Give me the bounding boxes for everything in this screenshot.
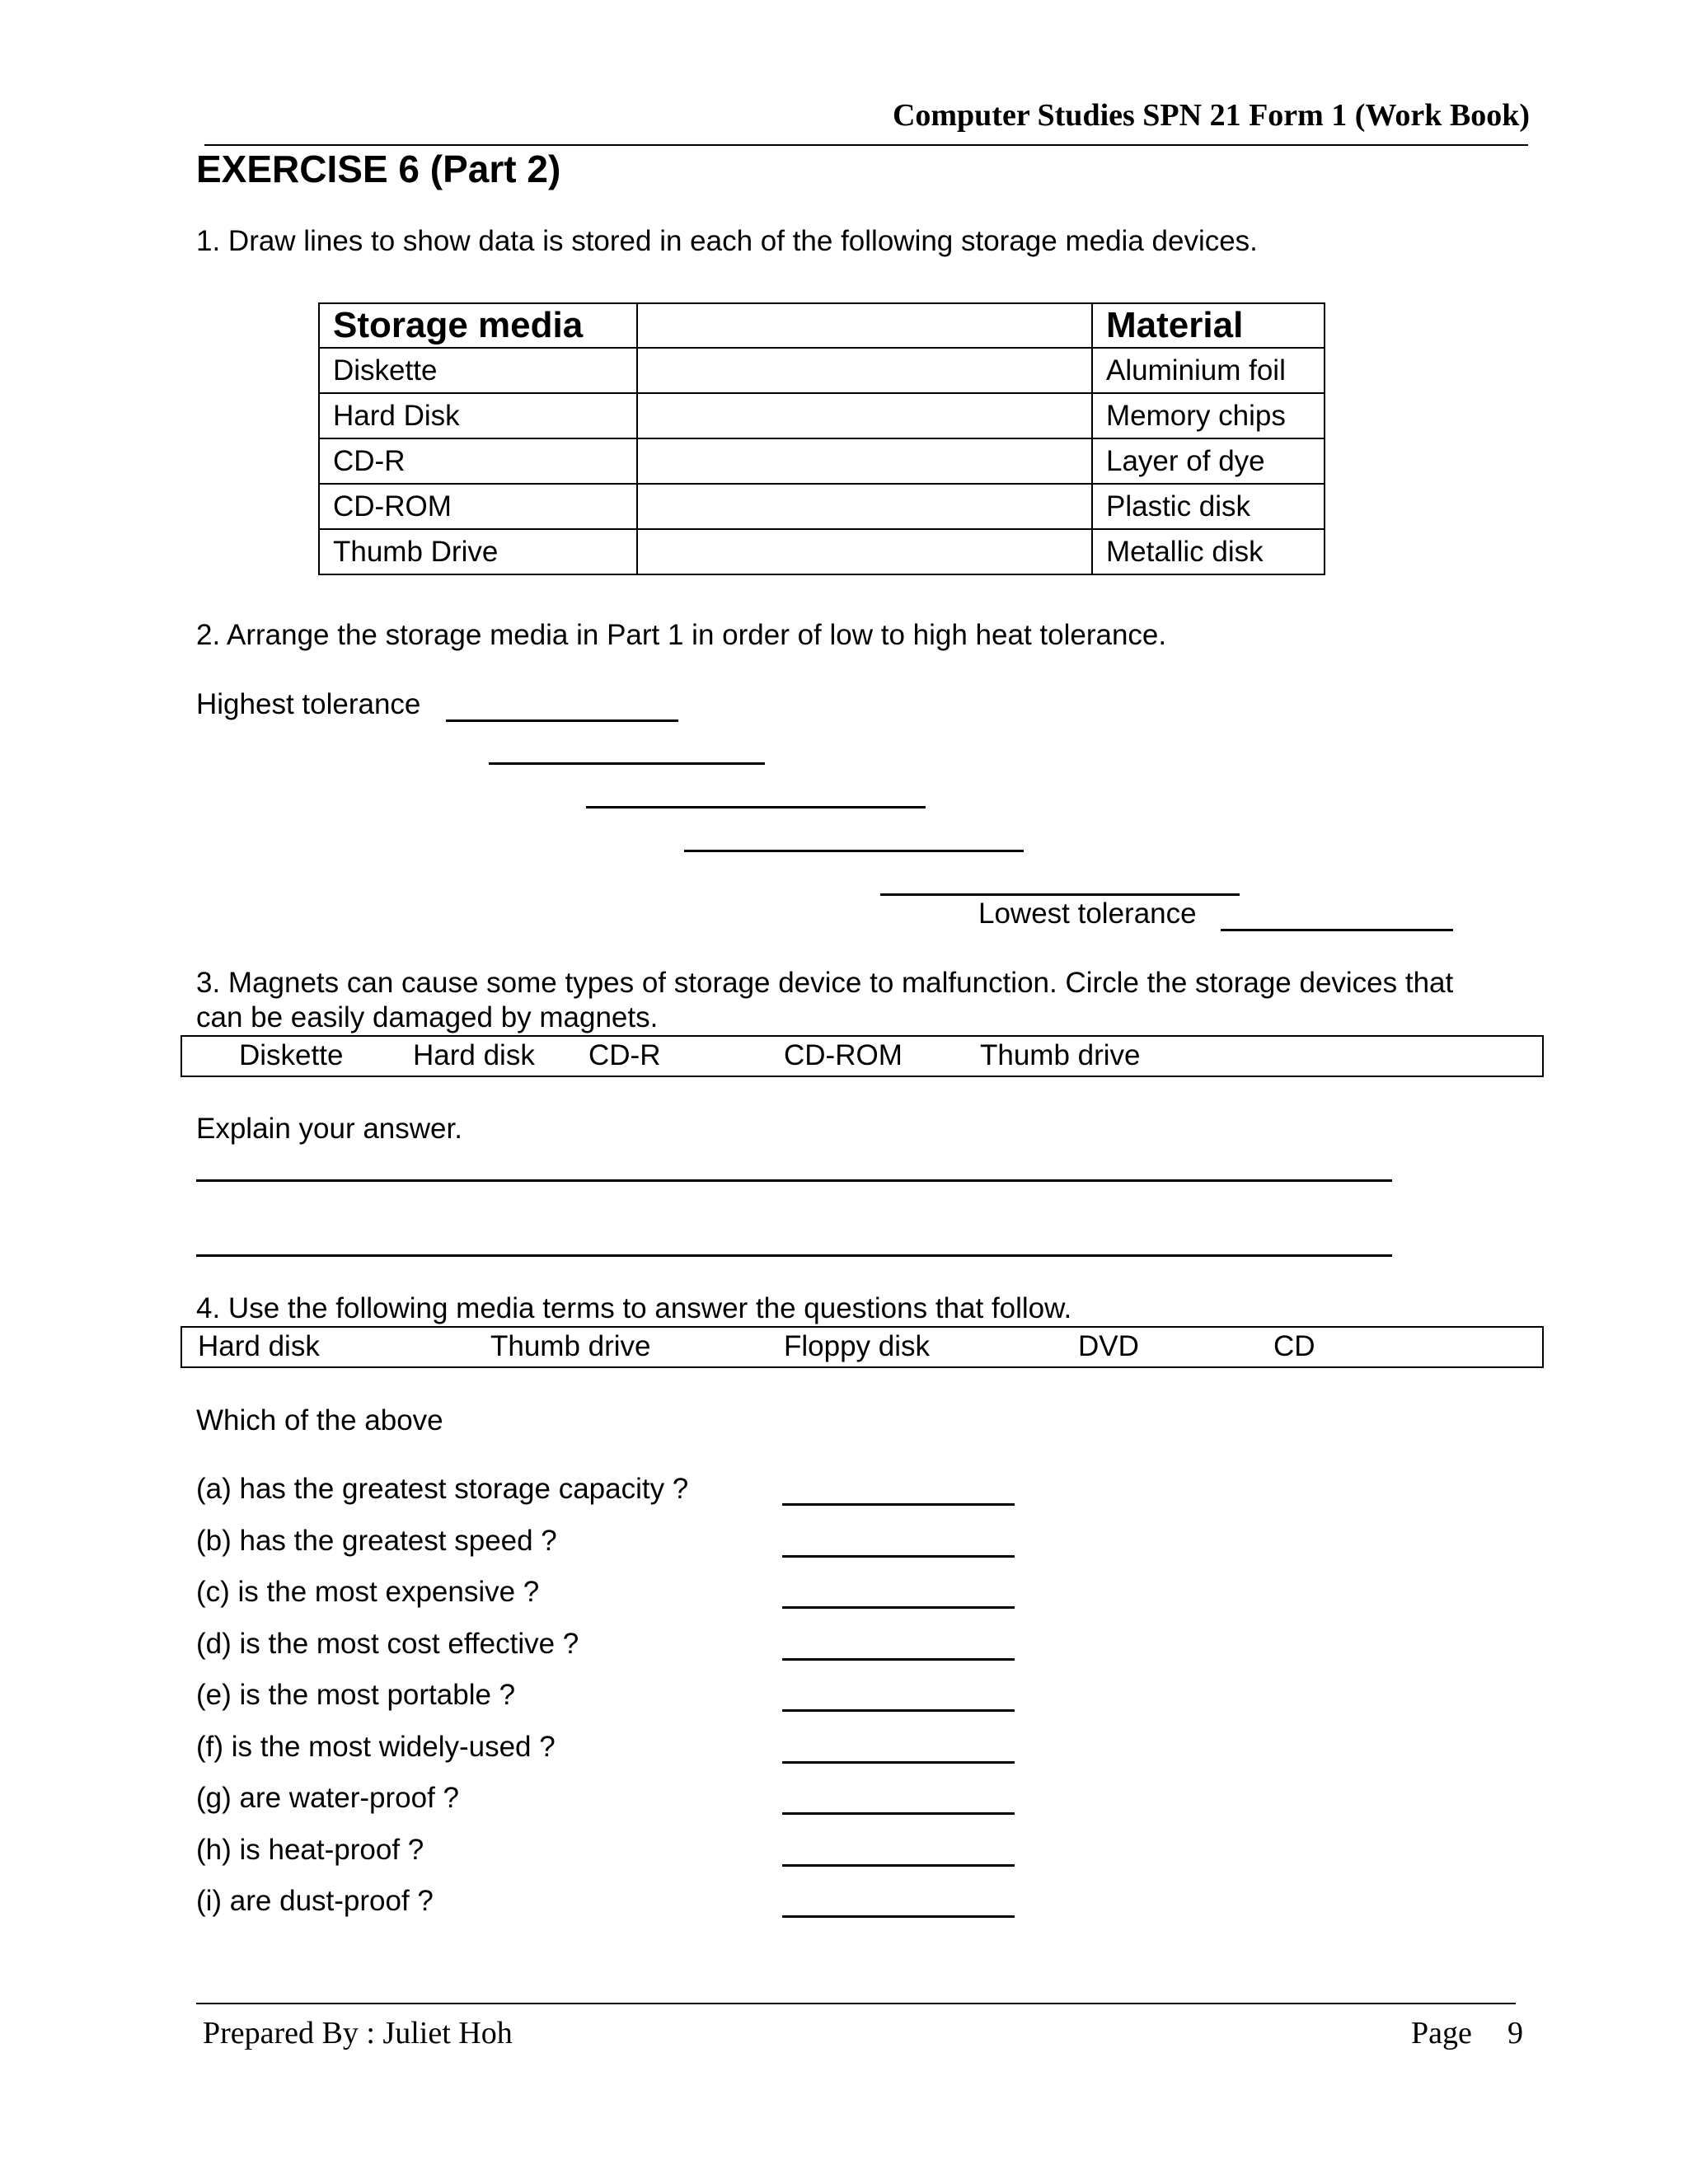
explain-label: Explain your answer.	[196, 1113, 462, 1145]
answer-blank[interactable]	[782, 1812, 1015, 1815]
material-cell: Aluminium foil	[1092, 348, 1325, 393]
material-cell: Plastic disk	[1092, 484, 1325, 529]
media-cell: Hard Disk	[319, 393, 637, 438]
highest-tolerance-label: Highest tolerance	[196, 688, 421, 720]
storage-media-table	[318, 302, 1325, 575]
answer-blank[interactable]	[782, 1503, 1015, 1506]
table-header-row	[319, 303, 1325, 348]
term-thumb-drive: Thumb drive	[490, 1330, 651, 1362]
table-row	[319, 348, 1325, 393]
media-cell: CD-R	[319, 438, 637, 484]
answer-blank[interactable]	[489, 762, 765, 765]
q2-prompt: 2. Arrange the storage media in Part 1 in order of low to high heat tolerance.	[196, 619, 1167, 651]
material-cell: Metallic disk	[1092, 529, 1325, 574]
term-floppy-disk: Floppy disk	[784, 1330, 931, 1362]
answer-blank[interactable]	[782, 1606, 1015, 1609]
media-cell: Thumb Drive	[319, 529, 637, 574]
match-cell[interactable]	[637, 484, 1092, 529]
match-cell[interactable]	[637, 438, 1092, 484]
q1-prompt: 1. Draw lines to show data is stored in each of the following storage media devices.	[196, 225, 1258, 257]
exercise-title: EXERCISE 6 (Part 2)	[196, 148, 561, 190]
header-title: Computer Studies SPN 21 Form 1 (Work Book)	[892, 98, 1530, 133]
material-cell: Memory chips	[1092, 393, 1325, 438]
answer-blank[interactable]	[684, 850, 1024, 852]
media-cell: Diskette	[319, 348, 637, 393]
header-rule	[204, 144, 1528, 146]
option-diskette[interactable]: Diskette	[239, 1039, 344, 1071]
match-cell[interactable]	[637, 393, 1092, 438]
term-hard-disk: Hard disk	[198, 1330, 320, 1362]
blank-header	[637, 303, 1092, 348]
q4-question: (f) is the most widely-used ?	[196, 1731, 556, 1763]
answer-blank[interactable]	[782, 1709, 1015, 1712]
q4-question: (c) is the most expensive ?	[196, 1576, 540, 1608]
q3-prompt-cont: can be easily damaged by magnets.	[196, 1001, 659, 1033]
table-row	[319, 393, 1325, 438]
page-number: 9	[1507, 2016, 1523, 2050]
option-thumb-drive[interactable]: Thumb drive	[980, 1039, 1141, 1071]
answer-blank[interactable]	[880, 893, 1240, 896]
q4-question: (e) is the most portable ?	[196, 1679, 516, 1711]
explain-answer-line[interactable]	[196, 1254, 1392, 1257]
term-dvd: DVD	[1078, 1330, 1139, 1362]
explain-answer-line[interactable]	[196, 1179, 1392, 1182]
footer-rule	[196, 2003, 1516, 2004]
table-row	[319, 529, 1325, 574]
answer-blank[interactable]	[1221, 929, 1453, 931]
q4-question: (b) has the greatest speed ?	[196, 1525, 557, 1557]
material-header: Material	[1092, 303, 1325, 348]
match-cell[interactable]	[637, 348, 1092, 393]
term-cd: CD	[1273, 1330, 1315, 1362]
answer-blank[interactable]	[782, 1761, 1015, 1764]
option-cd-r[interactable]: CD-R	[588, 1039, 661, 1071]
option-hard-disk[interactable]: Hard disk	[413, 1039, 535, 1071]
prepared-by: Prepared By : Juliet Hoh	[203, 2016, 513, 2050]
q4-prompt: 4. Use the following media terms to answer the questions that follow.	[196, 1292, 1072, 1324]
lowest-tolerance-label: Lowest tolerance	[978, 898, 1197, 930]
material-cell: Layer of dye	[1092, 438, 1325, 484]
match-cell[interactable]	[637, 529, 1092, 574]
answer-blank[interactable]	[782, 1658, 1015, 1661]
q4-terms-box	[181, 1326, 1544, 1368]
q4-question: (g) are water-proof ?	[196, 1782, 460, 1814]
storage-media-header: Storage media	[319, 303, 637, 348]
q4-question: (d) is the most cost effective ?	[196, 1628, 579, 1660]
q3-options-box	[181, 1035, 1544, 1077]
table-row	[319, 438, 1325, 484]
answer-blank[interactable]	[586, 806, 926, 808]
answer-blank[interactable]	[782, 1864, 1015, 1867]
q4-question: (h) is heat-proof ?	[196, 1834, 424, 1866]
option-cd-rom[interactable]: CD-ROM	[784, 1039, 903, 1071]
q4-question: (i) are dust-proof ?	[196, 1885, 434, 1917]
page-label: Page	[1411, 2016, 1472, 2050]
q4-question: (a) has the greatest storage capacity ?	[196, 1473, 689, 1505]
answer-blank[interactable]	[782, 1555, 1015, 1558]
table-row	[319, 484, 1325, 529]
q4-lead: Which of the above	[196, 1404, 443, 1436]
q3-prompt: 3. Magnets can cause some types of storage device to malfunction. Circle the storage devices that	[196, 967, 1454, 999]
answer-blank[interactable]	[446, 719, 678, 722]
media-cell: CD-ROM	[319, 484, 637, 529]
answer-blank[interactable]	[782, 1915, 1015, 1918]
